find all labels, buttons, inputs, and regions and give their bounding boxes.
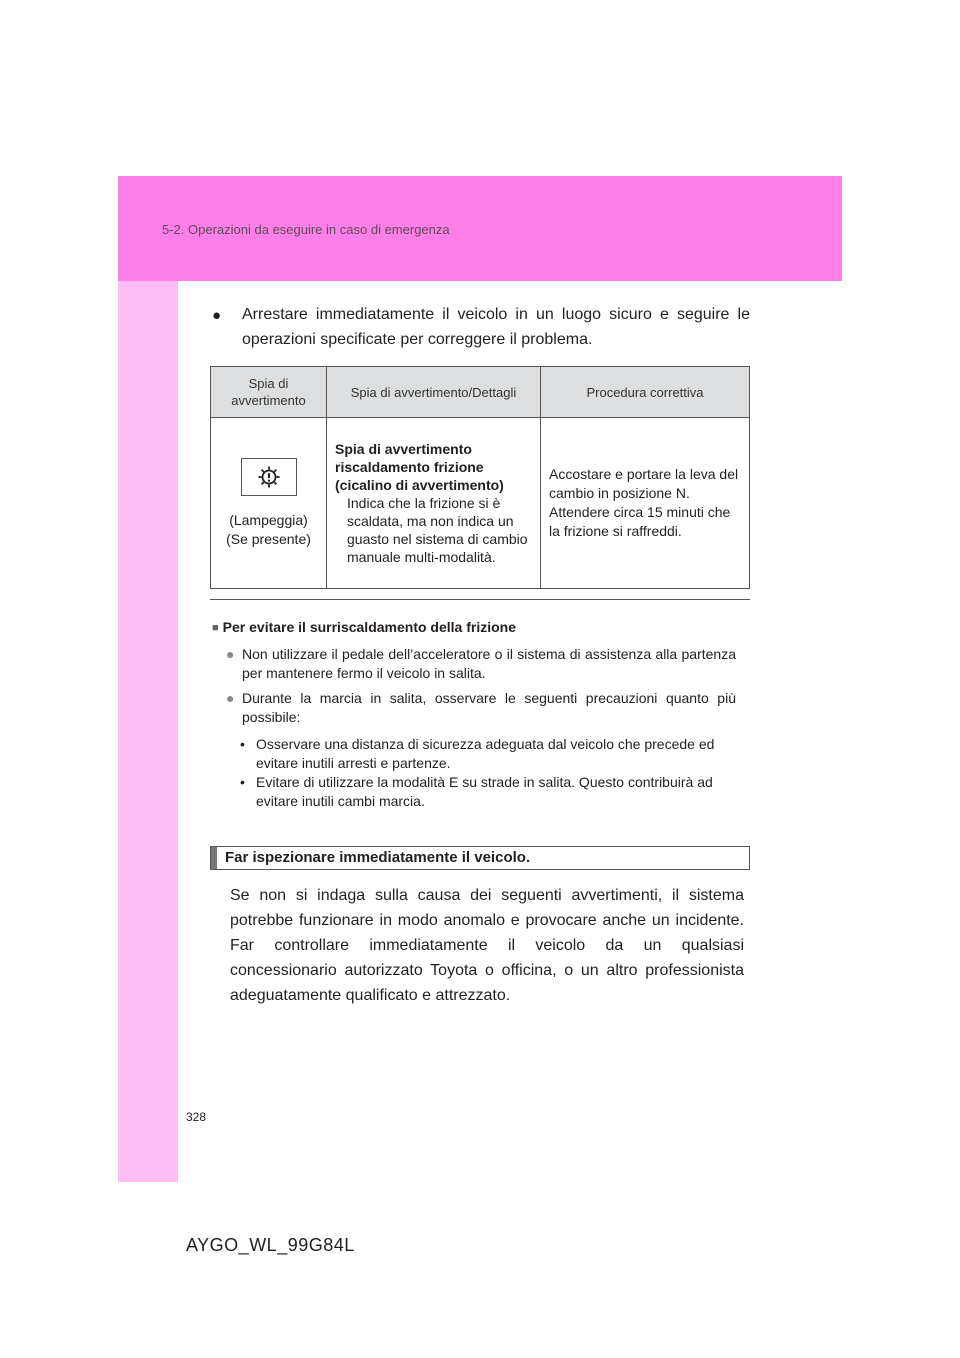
table-header-cell: Spia di avvertimento/Dettagli [327, 367, 541, 418]
note-sub-item-text: Osservare una distanza di sicurezza adeguata dal veicolo che precede ed evitare inutili arresti e partenze. [256, 736, 715, 771]
table-row [211, 418, 750, 589]
note-item [226, 645, 736, 683]
sub-bullet-icon: • [240, 774, 245, 790]
section-heading-text: Far ispezionare immediatamente il veicolo. [225, 849, 531, 866]
note-item-text: Durante la marcia in salita, osservare le seguenti precauzioni quanto più possibile: [242, 690, 736, 725]
warning-lamp-cell [211, 418, 327, 589]
note-sub-item-text: Evitare di utilizzare la modalità E su strade in salita. Questo contribuirà ad evitare inutili cambi marcia. [256, 774, 713, 809]
bullet-dot-icon: ● [226, 646, 235, 662]
intro-bullet [212, 302, 750, 352]
warning-detail: Indica che la frizione si è scaldata, ma non indica un guasto nel sistema di cambio manuale multi-modalità. [347, 495, 528, 565]
corrective-procedure: Accostare e portare la leva del cambio in posizione N. Attendere circa 15 minuti che la frizione si raffreddi. [541, 418, 750, 589]
square-bullet-icon: ■ [212, 622, 219, 634]
warning-lamp-frame [241, 458, 297, 496]
table-header-cell: Spia di avvertimento [211, 367, 327, 418]
note-sub-item [240, 735, 736, 773]
section-heading [210, 846, 750, 870]
table-header-cell: Procedura correttiva [541, 367, 750, 418]
warning-title: Spia di avvertimento riscaldamento frizione (cicalino di avvertimento) [335, 441, 504, 493]
warning-table [210, 366, 750, 589]
side-band [118, 281, 178, 1182]
lamp-state-flashing: (Lampeggia) [229, 511, 308, 528]
note-heading [212, 619, 516, 635]
section-paragraph: Se non si indaga sulla causa dei seguenti avvertimenti, il sistema potrebbe funzionare in modo anomalo e provocare anche un incidente. Far controllare immediatamente il veicolo da un qualsiasi concessionario autorizzato Toyota o officina, o un altro professionista adeguatamente qualificato e attrezzato. [230, 887, 744, 1004]
lamp-state-if-equipped: (Se presente) [226, 530, 311, 547]
section-heading-bar [211, 847, 217, 869]
footer-code: AYGO_WL_99G84L [186, 1235, 355, 1255]
bullet-dot-icon: ● [226, 690, 235, 706]
section-header: 5-2. Operazioni da eseguire in caso di emergenza [162, 222, 450, 237]
page-number: 328 [186, 1110, 207, 1124]
note-sub-item [240, 773, 736, 811]
bullet-dot-icon: ● [212, 307, 222, 324]
intro-bullet-text: Arrestare immediatamente il veicolo in un luogo sicuro e seguire le operazioni specificate per correggere il problema. [242, 306, 750, 348]
note-item [226, 689, 736, 727]
table-header-row [211, 367, 750, 418]
divider [210, 599, 750, 600]
note-item-text: Non utilizzare il pedale dell’acceleratore o il sistema di assistenza alla partenza per mantenere fermo il veicolo in salita. [242, 646, 736, 681]
warning-details-cell [327, 418, 541, 589]
sub-bullet-icon: • [240, 736, 245, 752]
note-heading-text: Per evitare il surriscaldamento della frizione [222, 619, 516, 635]
clutch-warning-icon [257, 465, 281, 489]
